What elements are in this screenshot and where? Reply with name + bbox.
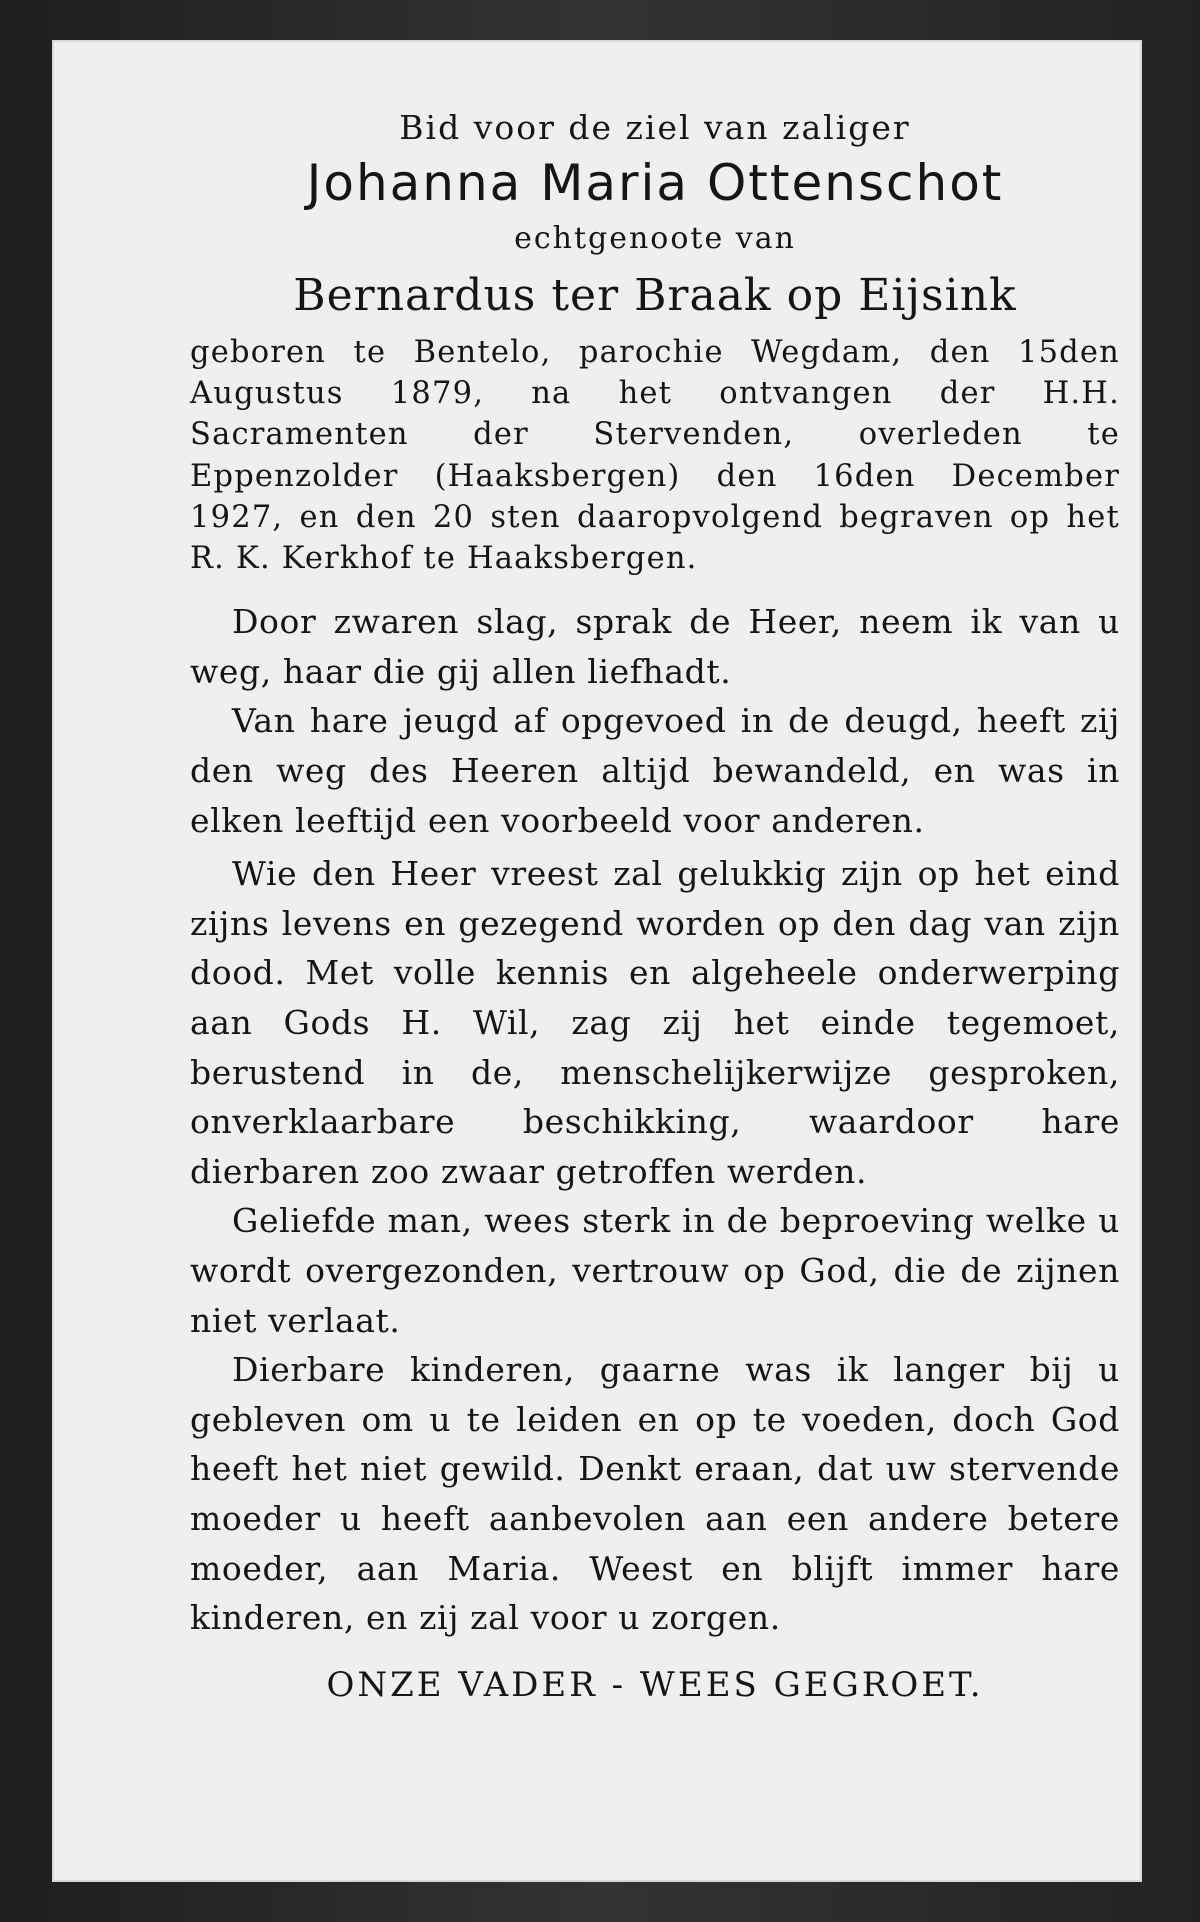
- deceased-name: Johanna Maria Ottenschot: [306, 154, 1004, 212]
- memorial-text: [190, 102, 1120, 1705]
- relation-line: echtgenoote van: [514, 221, 796, 256]
- prayer-intro: Bid voor de ziel van zaliger: [399, 108, 911, 147]
- biography: geboren te Bentelo, parochie Wegdam, den 15den Augustus 1879, na het ontvangen der H.H. Sacramenten der Stervenden, overleden te Eppenzolder (Haaksbergen) den 16den December 1927, en den 20 sten daaropvolgend begraven op het R. K. Kerkhof te Haaksbergen.: [190, 335, 1120, 577]
- paragraph-4: Geliefde man, wees sterk in de beproeving welke u wordt overgezonden, vertrouw op God, die de zijnen niet verlaat.: [190, 1201, 1120, 1340]
- paragraph-3: Wie den Heer vreest zal gelukkig zijn op het eind zijns levens en gezegend worden op den dag van zijn dood. Met volle kennis en algeheele onderwerping aan Gods H. Wil, zag zij het einde tegemoet, berustend in de, menschelijkerwijze gesproken, onverklaarbare beschikking, waardoor hare dierbaren zoo zwaar getroffen werden.: [190, 854, 1120, 1191]
- closing-prayer: ONZE VADER - WEES GEGROET.: [326, 1664, 984, 1705]
- paragraph-5: Dierbare kinderen, gaarne was ik langer bij u gebleven om u te leiden en op te voeden, doch God heeft het niet gewild. Denkt eraan, dat uw stervende moeder u heeft aanbevolen aan een andere betere moeder, aan Maria. Weest en blijft immer hare kinderen, en zij zal voor u zorgen.: [190, 1350, 1120, 1638]
- spouse-name: Bernardus ter Braak op Eijsink: [293, 270, 1017, 321]
- memorial-card: [52, 40, 1142, 1882]
- paragraph-2: Van hare jeugd af opgevoed in de deugd, heeft zij den weg des Heeren altijd bewandeld, en was in elken leeftijd een voorbeeld voor anderen.: [190, 701, 1120, 840]
- paragraph-1: Door zwaren slag, sprak de Heer, neem ik van u weg, haar die gij allen liefhadt.: [190, 602, 1120, 691]
